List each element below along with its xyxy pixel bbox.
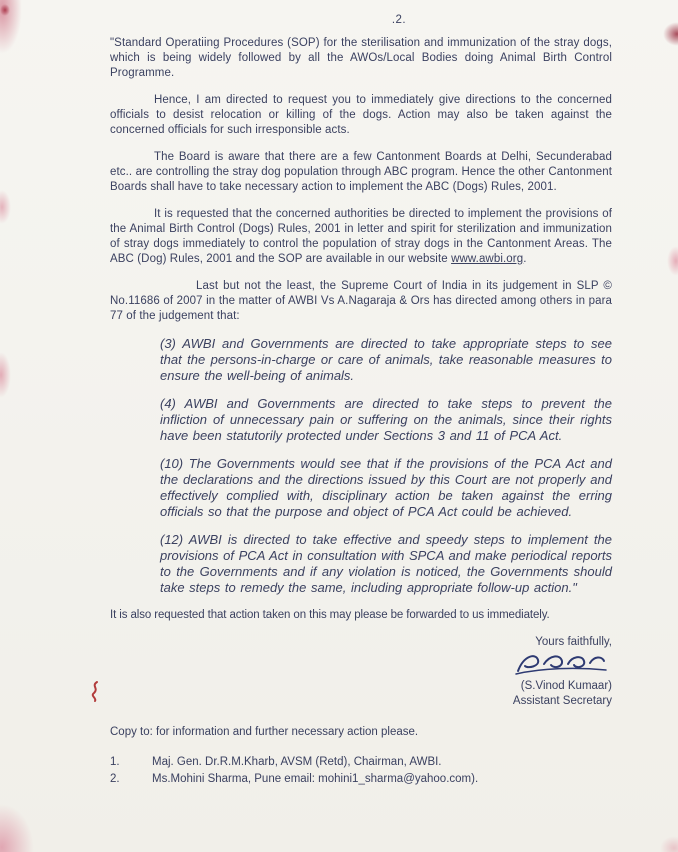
signature-scribble — [512, 651, 608, 679]
page-number: .2. — [391, 14, 407, 26]
salutation: Yours faithfully, — [535, 636, 612, 648]
paragraph-hence: Hence, I am directed to request you to immediately give directions to the concerned officials to desist relocation or killing of the dogs. Action may also be taken against the concerned officials for such irresponsible acts. — [110, 94, 612, 136]
paragraph-sop: "Standard Operatiing Procedures (SOP) for the sterilisation and immunization of the stray dogs, which is being widely followed by all the AWOs/Local Bodies doing Animal Birth Control Programme. — [110, 37, 612, 79]
quote-para-12: (12) AWBI is directed to take effective and speedy steps to implement the provisions of PCA Act in consultation with SPCA and make periodical reports to the Governments and if any violation is noticed, the Governments should take steps to remedy the same, including appropriate follow-up action." — [160, 532, 612, 595]
paragraph-requested-end: . — [523, 253, 527, 265]
quote-para-4: (4) AWBI and Governments are directed to take steps to prevent the infliction of unnecessary pain or suffering on the animals, since their rights have been statutorily protected under Sections 3 and 11 of PCA Act. — [160, 396, 612, 443]
paragraph-requested — [110, 207, 612, 267]
paragraph-final-request: It is also requested that action taken on this may please be forwarded to us immediately. — [110, 609, 550, 621]
paragraph-requested-text: It is requested that the concerned authorities be directed to implement the provisions of the Animal Birth Control (Dogs) Rules, 2001 in letter and spirit for sterilization and immunization of stray dogs immediately to control the population of stray dogs in the Cantonment Areas. The ABC (Dog) Rules, 2001 and the SOP are available in our website — [110, 208, 612, 265]
copy-item-text: Ms.Mohini Sharma, Pune email: mohini1_sharma@yahoo.com). — [152, 773, 479, 785]
copy-to-heading: Copy to: for information and further necessary action please. — [110, 726, 419, 738]
paragraph-supreme-court: Last but not the least, the Supreme Court of India in its judgement in SLP © No.11686 of 2007 in the matter of AWBI Vs A.Nagaraja & Ors has directed among others in para 77 of the judgement that: — [110, 280, 612, 322]
copy-item-text: Maj. Gen. Dr.R.M.Kharb, AVSM (Retd), Chairman, AWBI. — [152, 756, 442, 768]
copy-list — [110, 754, 612, 788]
copy-item-2 — [110, 771, 612, 788]
website-link[interactable]: www.awbi.org — [451, 253, 524, 265]
scan-smudge-bottom-left — [0, 804, 34, 852]
signatory-name: (S.Vinod Kumaar) — [520, 680, 612, 692]
scan-smudge-bottom-right — [660, 836, 678, 852]
copy-item-1 — [110, 754, 612, 771]
quote-para-3: (3) AWBI and Governments are directed to take appropriate steps to see that the persons-in-charge or care of animals, take reasonable measures to ensure the well-being of animals. — [160, 336, 612, 383]
quote-para-10: (10) The Governments would see that if the provisions of the PCA Act and the declarations and the directions issued by this Court are not properly and effectively complied with, disciplinary action be taken against the erring officials so that the purpose and object of PCA Act could be achieved. — [160, 456, 612, 519]
signature-block — [110, 635, 612, 709]
paragraph-board: The Board is aware that there are a few Cantonment Boards at Delhi, Secunderabad etc.. are controlling the stray dog population through ABC program. Hence the other Cantonment Boards shall have to take necessary action to implement the ABC (Dogs) Rules, 2001. — [110, 151, 612, 193]
signatory-title: Assistant Secretary — [512, 695, 612, 707]
judgement-quotes — [160, 336, 612, 596]
copy-item-number: 2. — [110, 773, 120, 785]
copy-item-number: 1. — [110, 756, 120, 768]
